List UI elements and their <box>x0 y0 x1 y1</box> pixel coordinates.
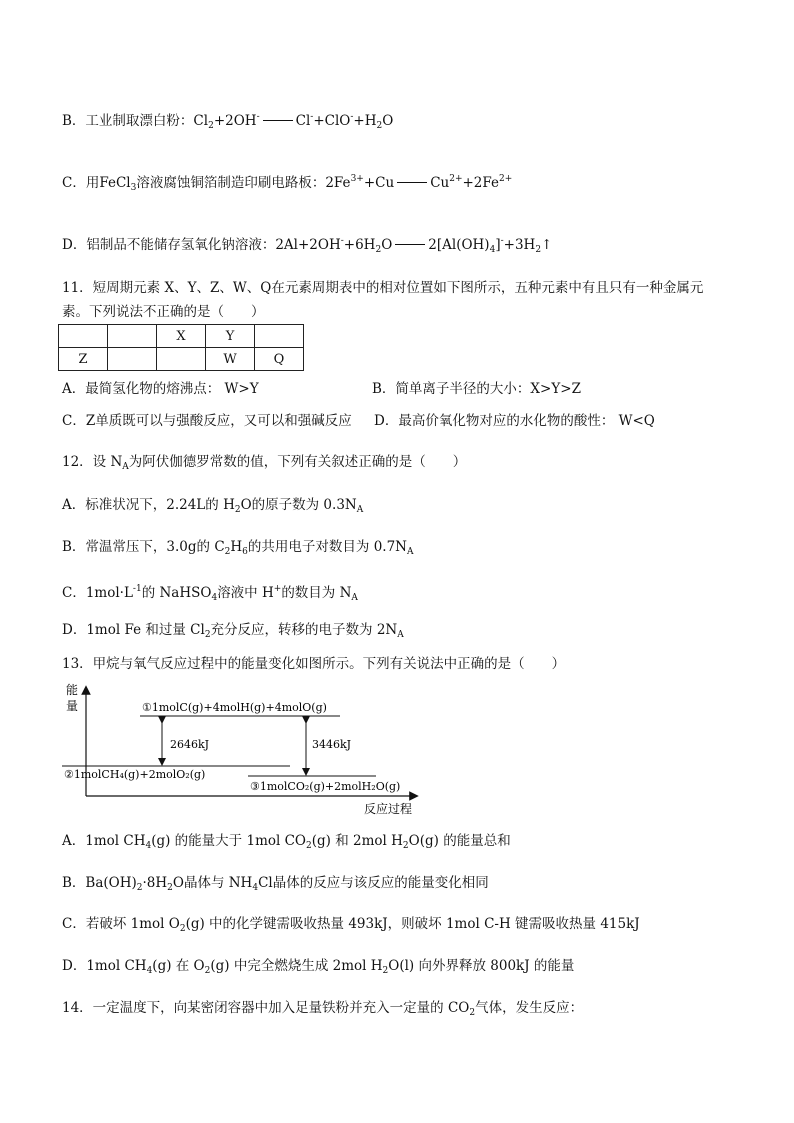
table-cell: Y <box>206 325 255 348</box>
q10-option-c: C．用FeCl$_3$溶液腐蚀铜箔制造印刷电路板：$2Fe^{3+}+Cu$ $Cu^{2+}+2Fe^{2+}$ <box>62 174 513 193</box>
q11-option-a: A．最简氢化物的熔沸点： W>Y <box>62 381 259 397</box>
table-cell <box>108 348 157 371</box>
q11-option-b: B．简单离子半径的大小：X>Y>Z <box>372 381 581 397</box>
energy-level-1-label: ①1molC(g)+4molH(g)+4molO(g) <box>142 701 327 714</box>
q13-stem: 13．甲烷与氧气反应过程中的能量变化如图所示。下列有关说法中正确的是（ ） <box>62 656 566 672</box>
energy-level-2-label: ②1molCH₄(g)+2molO₂(g) <box>64 768 206 781</box>
q12-option-c: C．$1mol\cdot L^{-1}$的 NaHSO$_4$溶液中 H+的数目为 $N_A$ <box>62 584 358 603</box>
table-cell <box>255 325 304 348</box>
q12-option-d: D．1mol Fe 和过量 $Cl_2$充分反应，转移的电子数为 $2N_A$ <box>62 622 404 640</box>
q13-option-c: C．若破坏 1mol $O_2(g)$ 中的化学键需吸收热量 493kJ，则破坏 1mol C-H 键需吸收热量 415kJ <box>62 916 640 934</box>
energy-value-3446: 3446kJ <box>312 738 352 751</box>
q12-stem: 12．设 $N_A$为阿伏伽德罗常数的值，下列有关叙述正确的是（ ） <box>62 454 467 472</box>
periodic-table-fragment <box>58 324 304 371</box>
table-cell <box>59 325 108 348</box>
q11-option-d: D．最高价氧化物对应的水化物的酸性： W<Q <box>374 413 655 429</box>
q11-option-c: C．Z单质既可以与强酸反应，又可以和强碱反应 <box>62 413 352 429</box>
y-axis-label-2: 量 <box>66 699 79 713</box>
q12-option-b: B．常温常压下，3.0g的 $C_2H_6$的共用电子对数目为 $0.7N_A$ <box>62 539 414 557</box>
table-row <box>59 348 304 371</box>
q13-option-b: B．$Ba(OH)_2\cdot 8H_2O$晶体与 $NH_4Cl$晶体的反应与该反应的能量变化相同 <box>62 875 489 893</box>
energy-value-2646: 2646kJ <box>170 738 210 751</box>
table-cell <box>108 325 157 348</box>
q10-option-b: B．工业制取漂白粉：$Cl_2+2OH^-$ $Cl^-+ClO^-+H_2O$ <box>62 112 394 131</box>
energy-level-3-label: ③1molCO₂(g)+2molH₂O(g) <box>250 780 401 793</box>
q11-stem-line1: 11．短周期元素 X、Y、Z、W、Q在元素周期表中的相对位置如下图所示，五种元素中有且只有一种金属元 <box>62 280 704 296</box>
table-row <box>59 325 304 348</box>
q12-option-a: A．标准状况下，2.24L的 $H_2O$的原子数为 $0.3N_A$ <box>62 497 364 515</box>
energy-diagram <box>62 680 422 820</box>
q10-option-d: D．铝制品不能储存氢氧化钠溶液：$2Al+2OH^-+6H_2O$ $2[Al(OH)_4]^-+3H_2↑$ <box>62 236 553 255</box>
equals-bar <box>397 182 427 183</box>
q14-stem: 14．一定温度下，向某密闭容器中加入足量铁粉并充入一定量的 $CO_2$气体，发生反应： <box>62 1000 584 1018</box>
q11-stem-line2: 素。下列说法不正确的是（ ） <box>62 304 265 320</box>
table-cell: Z <box>59 348 108 371</box>
x-axis-label: 反应过程 <box>364 802 413 816</box>
q13-option-a: A．1mol $CH_4(g)$ 的能量大于 1mol $CO_2(g)$ 和 2mol $H_2O(g)$ 的能量总和 <box>62 833 511 851</box>
equals-bar <box>395 244 425 245</box>
q13-option-d: D．1mol $CH_4(g)$ 在 $O_2(g)$ 中完全燃烧生成 2mol $H_2O(l)$ 向外界释放 800kJ 的能量 <box>62 958 575 976</box>
equals-bar <box>263 120 293 121</box>
table-cell: X <box>157 325 206 348</box>
y-axis-label-1: 能 <box>66 683 79 697</box>
table-cell: Q <box>255 348 304 371</box>
table-cell: W <box>206 348 255 371</box>
table-cell <box>157 348 206 371</box>
